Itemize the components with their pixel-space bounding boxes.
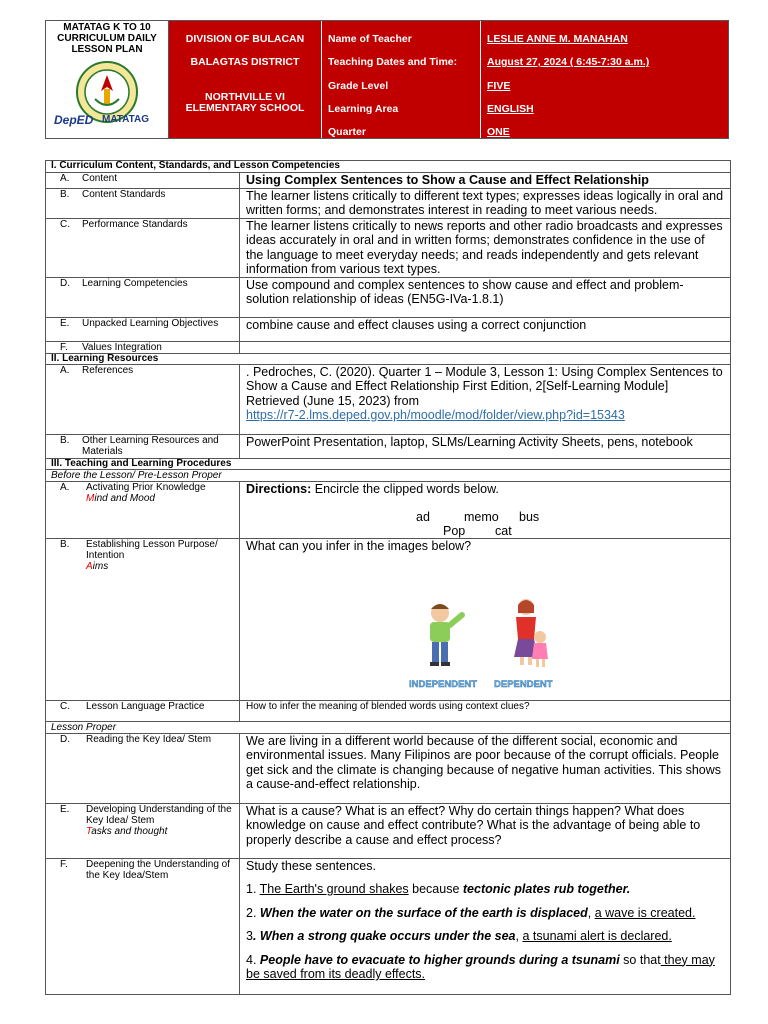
dates-value: August 27, 2024 ( 6:45-7:30 a.m.)	[487, 56, 650, 68]
matatag-logo: MATATAG	[102, 114, 150, 125]
division-text: DIVISION OF BULACAN	[185, 33, 305, 45]
row-label: B. Other Learning Resources and Materials	[46, 434, 240, 458]
lesson-purpose-cell	[240, 538, 731, 700]
curriculum-title: MATATAG K TO 10 CURRICULUM DAILY LESSON PLAN	[57, 22, 157, 55]
example-sentence: 3. When a strong quake occurs under the sea, a tsunami alert is declared.	[246, 929, 672, 943]
prior-knowledge-cell	[240, 481, 731, 538]
section-curriculum: I. Curriculum Content, Standards, and Lesson Competencies	[46, 161, 731, 173]
section-resources: II. Learning Resources	[46, 353, 731, 364]
row-label: D. Learning Competencies	[46, 277, 240, 317]
labels-cell	[322, 21, 481, 138]
directions-label: Directions:	[246, 481, 312, 496]
table-row	[46, 277, 731, 317]
independent-dependent-illustration	[408, 595, 568, 691]
header-band	[45, 20, 729, 139]
independent-label: INDEPENDENT	[409, 679, 478, 690]
table-row	[46, 317, 731, 341]
content-standards-text: The learner listens critically to different text types; expresses ideas logically in oral and written forms; and demonstrates interest in reading to meet various needs.	[240, 188, 731, 218]
references-link[interactable]: https://r7-2.lms.deped.gov.ph/moodle/mod/folder/view.php?id=15343	[246, 408, 625, 422]
table-row	[46, 733, 731, 803]
clipped-word: memo	[464, 510, 499, 524]
table-row	[46, 803, 731, 858]
before-lesson-heading: Before the Lesson/ Pre-Lesson Proper	[46, 469, 731, 481]
performance-standards-text: The learner listens critically to news reports and other radio broadcasts and expresses ideas accurately in oral and in written forms; demonstrates confidence in the use of the language to meet everyday needs; and reads independently and gets relevant information from various text types.	[240, 218, 731, 277]
table-row	[46, 481, 731, 538]
row-label: A. Content	[46, 173, 240, 189]
dependent-label: DEPENDENT	[494, 679, 553, 690]
row-label: B. Content Standards	[46, 188, 240, 218]
developing-text: What is a cause? What is an effect? Why do certain things happen? What does knowledge on cause and effect contribute? What is the advantage of being able to properly describe a cause and effect process?	[240, 803, 731, 858]
grade-label: Grade Level	[328, 80, 389, 92]
table-row	[46, 858, 731, 994]
key-idea-text: We are living in a different world because of the different social, economic and environmental issues. Many Filipinos are poor because of the corrupt officials. People get sick and the climate is changing because of negative human activities. This shows a cause-and-effect relationship.	[240, 733, 731, 803]
values-integration-text	[240, 341, 731, 353]
references-cell	[240, 364, 731, 434]
table-row	[46, 538, 731, 700]
section-row	[46, 161, 731, 173]
references-text: . Pedroches, C. (2020). Quarter 1 – Module 3, Lesson 1: Using Complex Sentences to Show a Cause and Effect Relationship First Edition, 2[Self-Learning Module] Retrieved (June 15, 2023) from	[246, 364, 723, 408]
row-label: E. Developing Understanding of the Key Idea/ Stem Tasks and thought	[46, 803, 240, 858]
district-text: BALAGTAS DISTRICT	[190, 56, 300, 68]
clipped-word: cat	[495, 524, 512, 538]
dates-label: Teaching Dates and Time:	[328, 56, 458, 68]
example-sentence: 1. The Earth's ground shakes because tectonic plates rub together.	[246, 882, 631, 896]
row-label: A. References	[46, 364, 240, 434]
purpose-question: What can you infer in the images below?	[246, 538, 472, 553]
deped-logo: DepED	[54, 113, 94, 127]
table-row	[46, 341, 731, 353]
clipped-word: Pop	[443, 524, 466, 538]
table-row	[46, 173, 731, 189]
row-label: C. Performance Standards	[46, 218, 240, 277]
row-label: B. Establishing Lesson Purpose/ Intention Aims	[46, 538, 240, 700]
row-label: C. Lesson Language Practice	[46, 700, 240, 721]
table-row	[46, 218, 731, 277]
teacher-value: LESLIE ANNE M. MANAHAN	[487, 33, 628, 45]
other-resources-text: PowerPoint Presentation, laptop, SLMs/Learning Activity Sheets, pens, notebook	[240, 434, 731, 458]
row-label: A. Activating Prior Knowledge Mind and Mood	[46, 481, 240, 538]
grade-value: FIVE	[487, 80, 511, 92]
teacher-label: Name of Teacher	[328, 33, 412, 45]
row-label: F. Deepening the Understanding of the Key Idea/Stem	[46, 858, 240, 994]
table-row	[46, 364, 731, 434]
table-row	[46, 700, 731, 721]
area-label: Learning Area	[328, 103, 399, 115]
example-sentence: 2. When the water on the surface of the earth is displaced, a wave is created.	[246, 905, 696, 920]
quarter-label: Quarter	[328, 126, 366, 138]
row-label: D. Reading the Key Idea/ Stem	[46, 733, 240, 803]
language-practice-text: How to infer the meaning of blended words using context clues?	[240, 700, 731, 721]
deepening-intro: Study these sentences.	[246, 858, 376, 873]
lesson-plan-table	[45, 160, 731, 995]
logo-cell	[46, 21, 169, 138]
quarter-value: ONE	[487, 126, 510, 138]
division-cell	[169, 21, 322, 138]
deepening-cell	[240, 858, 731, 994]
objectives-text: combine cause and effect clauses using a correct conjunction	[240, 317, 731, 341]
clipped-word: ad	[416, 510, 430, 524]
directions-text: Encircle the clipped words below.	[311, 481, 499, 496]
competencies-text: Use compound and complex sentences to show cause and effect and problem-solution relationship of ideas (EN5G-IVa-1.8.1)	[240, 277, 731, 317]
values-cell	[481, 21, 728, 138]
subsection-row	[46, 469, 731, 481]
table-row	[46, 434, 731, 458]
table-row	[46, 188, 731, 218]
school-text: NORTHVILLE VI ELEMENTARY SCHOOL	[185, 91, 305, 114]
area-value: ENGLISH	[487, 103, 534, 115]
row-label: F. Values Integration	[46, 341, 240, 353]
example-sentence: 4. People have to evacuate to higher grounds during a tsunami so that they may be saved from its deadly effects.	[246, 952, 715, 981]
section-procedures: III. Teaching and Learning Procedures	[46, 458, 731, 469]
content-title: Using Complex Sentences to Show a Cause and Effect Relationship	[240, 173, 731, 189]
section-row	[46, 353, 731, 364]
section-row	[46, 458, 731, 469]
lesson-proper-heading: Lesson Proper	[46, 721, 731, 733]
subsection-row	[46, 721, 731, 733]
clipped-word: bus	[519, 510, 540, 524]
row-label: E. Unpacked Learning Objectives	[46, 317, 240, 341]
